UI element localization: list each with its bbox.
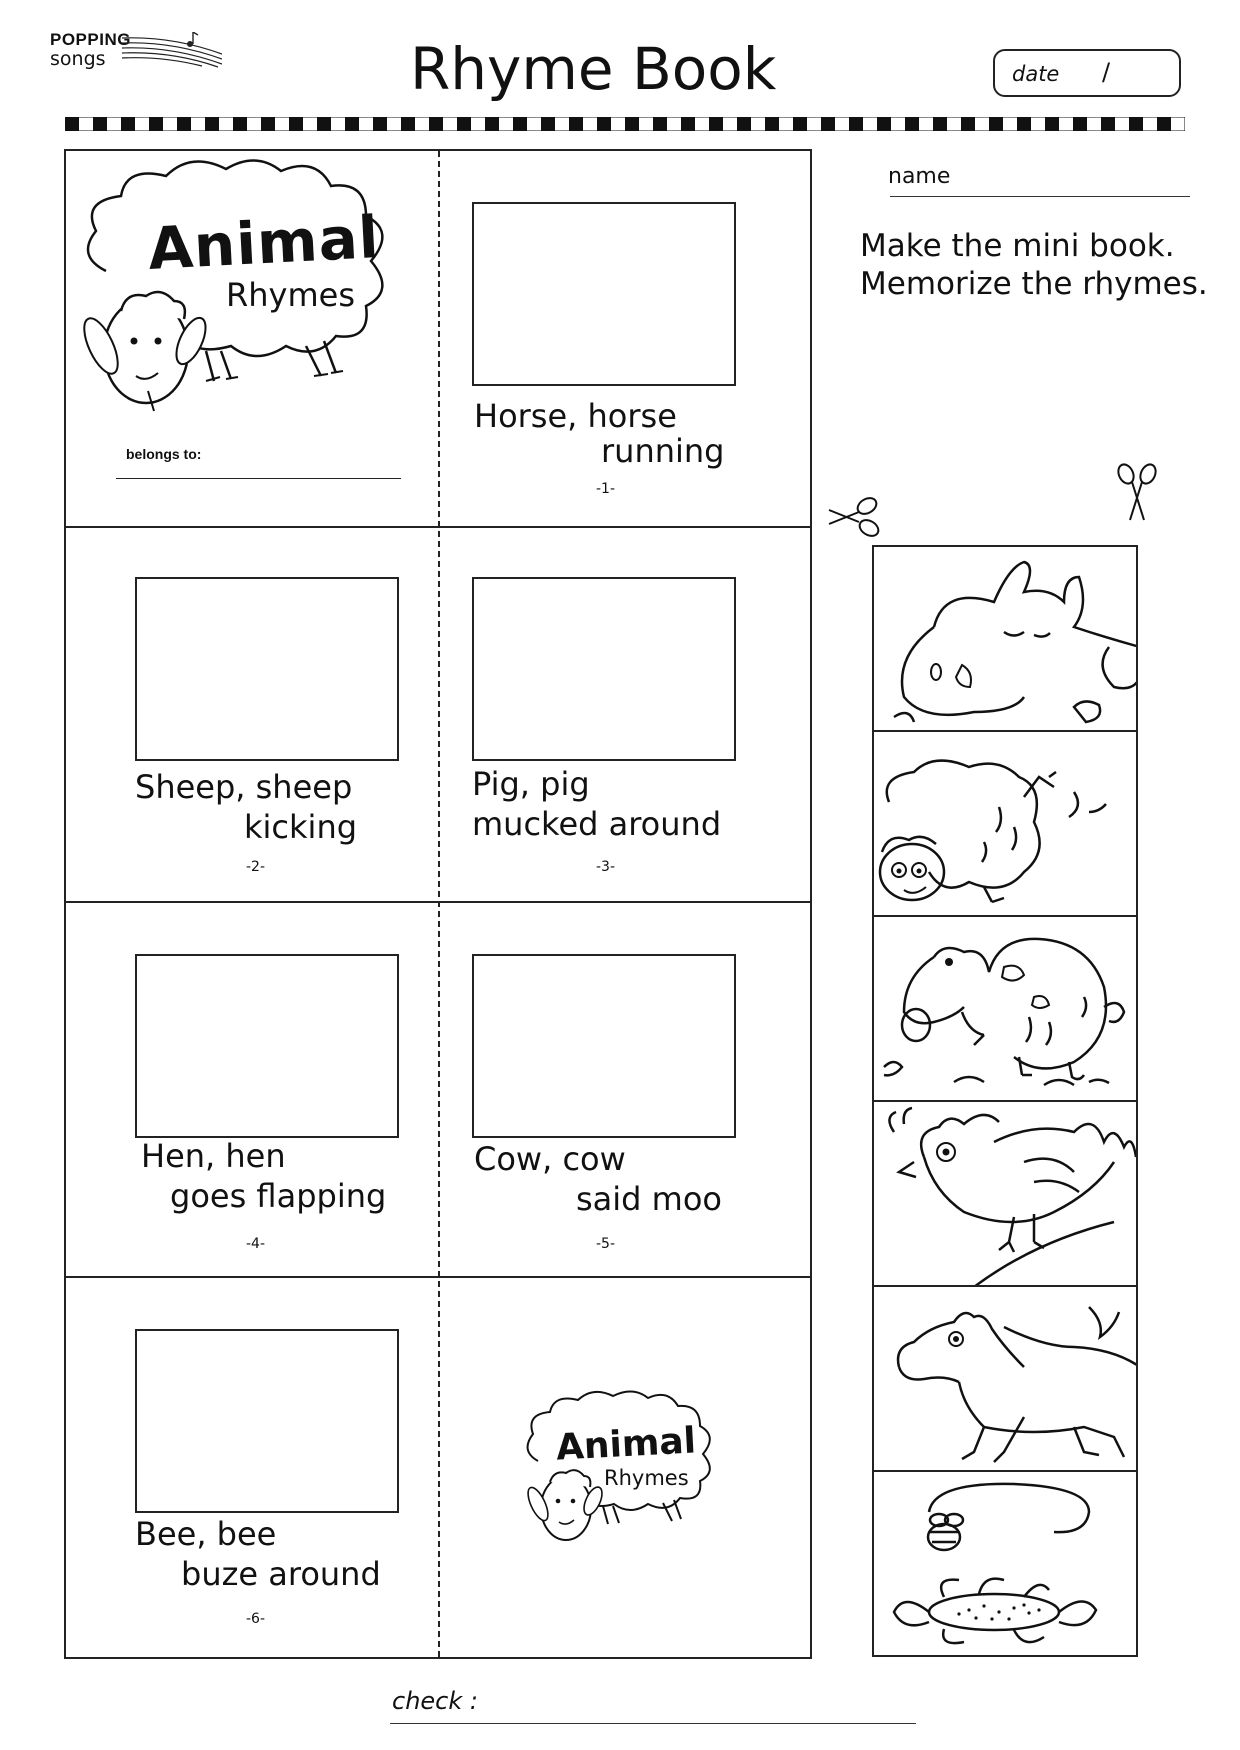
cow-picture[interactable] xyxy=(874,547,1136,732)
rhyme-line-1: Sheep, sheep xyxy=(135,768,353,806)
cow-illustration xyxy=(874,547,1136,732)
sheep-picture[interactable] xyxy=(874,732,1136,917)
cover-subtitle: Rhymes xyxy=(226,276,355,314)
picture-cutout-strip xyxy=(872,545,1138,1657)
checkered-divider xyxy=(65,117,1185,131)
popping-songs-logo xyxy=(50,30,210,80)
rhyme-line-1: Bee, bee xyxy=(135,1515,277,1553)
rhyme-line-2: said moo xyxy=(576,1180,722,1218)
drawing-box-1[interactable] xyxy=(472,202,736,386)
sheep-illustration xyxy=(874,732,1136,917)
check-label: check : xyxy=(392,1687,478,1715)
cover-panel xyxy=(66,151,438,526)
horse-picture[interactable] xyxy=(874,1287,1136,1472)
drawing-box-5[interactable] xyxy=(472,954,736,1138)
back-cover-title: Animal xyxy=(555,1420,697,1469)
back-cover-subtitle: Rhymes xyxy=(604,1466,689,1490)
instruction-line-1: Make the mini book. xyxy=(860,228,1175,264)
back-cover-panel xyxy=(438,1276,810,1658)
rhyme-line-2: mucked around xyxy=(472,805,722,843)
drawing-box-4[interactable] xyxy=(135,954,399,1138)
name-field[interactable] xyxy=(890,196,1190,197)
name-label: name xyxy=(888,164,951,189)
check-field[interactable] xyxy=(390,1723,916,1724)
logo-word-songs: songs xyxy=(50,48,106,70)
horse-illustration xyxy=(874,1287,1136,1472)
pig-picture[interactable] xyxy=(874,917,1136,1102)
bee-illustration xyxy=(874,1472,1136,1657)
rhyme-line-1: Hen, hen xyxy=(141,1137,286,1175)
drawing-box-3[interactable] xyxy=(472,577,736,761)
rhyme-line-2: running xyxy=(601,432,725,470)
rhyme-line-1: Horse, horse xyxy=(474,397,677,435)
music-staff-icon xyxy=(122,32,222,68)
belongs-to-line xyxy=(116,478,401,479)
logo-word-popping: POPPING xyxy=(50,30,131,49)
cover-title: Animal xyxy=(146,202,382,284)
rhyme-line-1: Cow, cow xyxy=(474,1140,626,1178)
rhyme-line-2: kicking xyxy=(244,808,358,846)
hen-illustration xyxy=(874,1102,1136,1287)
scissors-icon xyxy=(825,492,885,542)
rhyme-line-2: buze around xyxy=(181,1555,381,1593)
scissors-icon xyxy=(1112,462,1162,524)
hen-picture[interactable] xyxy=(874,1102,1136,1287)
rhyme-line-1: Pig, pig xyxy=(472,765,590,803)
drawing-box-2[interactable] xyxy=(135,577,399,761)
belongs-to-label: belongs to: xyxy=(126,446,202,462)
page-number: -1- xyxy=(596,481,616,497)
mini-book-grid xyxy=(64,149,812,1659)
pig-illustration xyxy=(874,917,1136,1102)
drawing-box-6[interactable] xyxy=(135,1329,399,1513)
page-title: Rhyme Book xyxy=(410,35,777,103)
page-number: -2- xyxy=(246,859,266,875)
page-number: -6- xyxy=(246,1611,266,1627)
bee-picture[interactable] xyxy=(874,1472,1136,1657)
page-number: -5- xyxy=(596,1236,616,1252)
page-number: -3- xyxy=(596,859,616,875)
instruction-line-2: Memorize the rhymes. xyxy=(860,266,1208,302)
date-separator: / xyxy=(1102,58,1111,86)
page-number: -4- xyxy=(246,1236,266,1252)
date-label: date xyxy=(1012,62,1060,86)
rhyme-line-2: goes flapping xyxy=(170,1177,387,1215)
